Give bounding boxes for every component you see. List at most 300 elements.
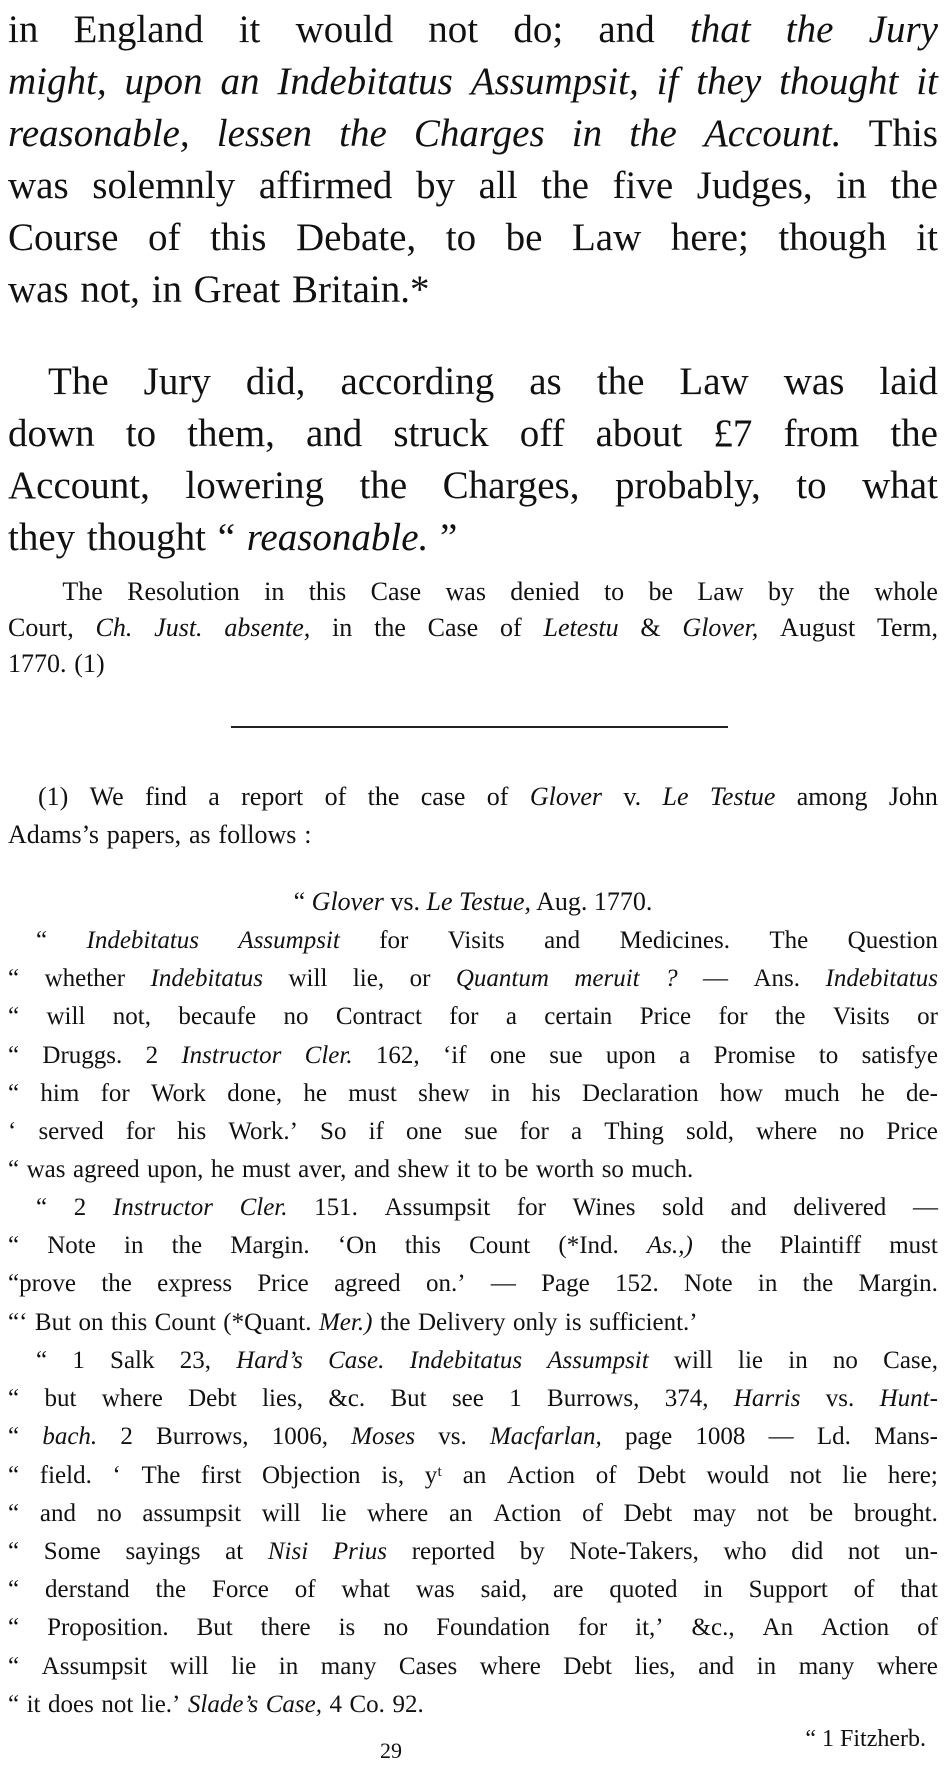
word: would — [706, 1461, 769, 1489]
word: the — [367, 782, 400, 811]
word: down — [8, 412, 95, 455]
word: five — [612, 164, 674, 207]
word: for — [449, 1003, 479, 1031]
word: Nisi — [267, 1537, 309, 1565]
word: or — [917, 1003, 938, 1031]
word: An — [762, 1614, 794, 1642]
word: in — [151, 268, 182, 311]
word: it — [26, 1690, 41, 1718]
word: The — [48, 360, 109, 403]
word: “ — [8, 1003, 20, 1031]
word: and — [598, 8, 655, 51]
word: no — [839, 1117, 865, 1145]
word: Plaintiff — [779, 1232, 862, 1260]
word: “ — [8, 1576, 20, 1604]
word: Instructor — [112, 1194, 213, 1221]
word: “prove — [8, 1270, 77, 1298]
word: in — [8, 8, 39, 51]
word: but — [44, 1385, 77, 1413]
word: quoted — [609, 1576, 678, 1604]
word: 1 — [509, 1385, 522, 1413]
word: “ — [8, 1156, 20, 1184]
word: if — [368, 1117, 384, 1145]
word: Indebitatus — [825, 965, 938, 993]
word: case — [420, 782, 466, 811]
text-line — [8, 610, 938, 646]
word: sold — [662, 1194, 704, 1221]
word: Case, — [265, 1690, 322, 1718]
word: “ — [8, 1461, 20, 1489]
word: Foundation — [436, 1614, 551, 1642]
word: “ — [8, 1499, 20, 1527]
catchword: “ 1 Fitzherb. — [805, 1726, 926, 1752]
text-line — [8, 816, 938, 854]
word: it — [456, 1156, 471, 1184]
word: Charges — [413, 112, 545, 155]
word: they — [8, 516, 76, 559]
word: Indebitatus — [409, 1347, 523, 1374]
quote-block-2 — [8, 1189, 938, 1342]
word: for — [100, 1079, 130, 1107]
word: in — [757, 1270, 778, 1298]
word: among — [796, 782, 868, 811]
word: derstand — [44, 1576, 130, 1604]
word: see — [451, 1385, 484, 1413]
word: denied — [510, 577, 580, 606]
word: Glover, — [682, 613, 759, 642]
word: to — [818, 1041, 839, 1069]
word: Law — [697, 577, 744, 606]
word: of — [486, 782, 509, 811]
word: agreed — [334, 1270, 401, 1298]
text-line — [8, 1304, 938, 1342]
word: Mer.) — [318, 1308, 373, 1336]
word: for — [519, 1117, 549, 1145]
word: “ — [8, 1232, 20, 1260]
word: Adams’s — [8, 820, 99, 849]
word: Course — [8, 216, 119, 259]
word: the — [379, 1308, 411, 1336]
word: “ — [8, 1079, 20, 1107]
word: Contract — [335, 1003, 422, 1031]
word: &c. — [328, 1385, 366, 1413]
word: a — [679, 1041, 691, 1069]
word: lie — [231, 1652, 257, 1680]
word: and — [698, 1652, 735, 1680]
word: of — [500, 613, 522, 642]
word: — — [703, 965, 729, 993]
word: the — [374, 613, 406, 642]
word: not — [789, 1461, 822, 1489]
word: served — [38, 1117, 104, 1145]
word: was — [415, 1576, 455, 1604]
word: must — [889, 1232, 938, 1260]
word: Question — [847, 927, 938, 954]
word: by — [416, 164, 456, 207]
word: would — [295, 8, 394, 51]
word: Slade’s — [187, 1690, 259, 1718]
word: Debt — [637, 1461, 686, 1489]
word: But — [390, 1385, 427, 1413]
word: it — [238, 8, 261, 51]
word: Just. — [154, 613, 203, 642]
word: to — [603, 577, 625, 606]
word: who — [723, 1537, 767, 1565]
word: will — [673, 1347, 713, 1374]
word: “ — [36, 1347, 48, 1374]
word: meruit — [574, 965, 640, 993]
word: Work — [151, 1079, 206, 1107]
word: of — [582, 1499, 603, 1527]
note-1-intro — [8, 778, 938, 854]
word: vs. — [390, 887, 420, 916]
word: (1) — [74, 649, 105, 678]
word: “‘ — [8, 1308, 28, 1336]
word: the — [774, 1003, 806, 1031]
word: solemnly — [92, 164, 236, 207]
word: said, — [480, 1576, 528, 1604]
word: Indebitatus — [277, 60, 453, 103]
word: 152. — [615, 1270, 659, 1298]
word: the — [171, 1232, 203, 1260]
word: Le — [662, 782, 689, 811]
word: done, — [227, 1079, 283, 1107]
text-line — [8, 1571, 938, 1609]
word: the — [596, 360, 645, 403]
word: Support — [748, 1576, 828, 1604]
word: vs. — [825, 1385, 855, 1413]
text-line — [8, 1342, 938, 1380]
word: Debt — [623, 1499, 673, 1527]
word: his — [177, 1117, 207, 1145]
word: Glover — [529, 782, 603, 811]
word: 1770. — [593, 887, 653, 916]
text-line — [8, 1075, 938, 1113]
word: and — [544, 927, 581, 954]
word: the — [155, 1576, 187, 1604]
word: Salk — [110, 1347, 155, 1374]
word: must — [241, 1156, 291, 1184]
word: Note — [684, 1270, 733, 1298]
word: v. — [623, 782, 642, 811]
word: many — [798, 1652, 855, 1680]
word: 2 — [73, 1194, 87, 1221]
word: a — [570, 1117, 583, 1145]
word: Moses — [351, 1423, 416, 1451]
word: did — [791, 1537, 824, 1565]
word: what — [862, 464, 938, 507]
word: on — [78, 1308, 104, 1336]
text-line — [8, 1686, 938, 1724]
word: by — [519, 1537, 545, 1565]
word: much — [784, 1079, 840, 1107]
word: Assumpsit — [547, 1347, 649, 1374]
word: Debate, — [296, 216, 417, 259]
text-line — [8, 4, 938, 56]
word: 151. — [314, 1194, 358, 1221]
word: follows — [218, 820, 297, 849]
word: according — [340, 360, 495, 403]
text-line — [8, 212, 938, 264]
word: Hunt- — [879, 1385, 938, 1413]
word: on.’ — [425, 1270, 466, 1298]
word: where — [479, 1652, 541, 1680]
word: many — [320, 1652, 377, 1680]
word: Testue — [709, 782, 776, 811]
word: “ — [8, 1385, 20, 1413]
word: this — [210, 216, 267, 259]
word: he — [303, 1079, 327, 1107]
word: Law — [571, 216, 642, 259]
quote-block-1 — [8, 922, 938, 1189]
word: ? — [665, 965, 678, 993]
text-line — [8, 460, 938, 512]
word: Cler. — [304, 1041, 353, 1069]
word: assumpsit — [142, 1499, 242, 1527]
word: shew — [397, 1156, 449, 1184]
word: Testue, — [459, 887, 531, 916]
word: As.,) — [646, 1232, 693, 1260]
case-heading — [8, 884, 938, 920]
word: his — [531, 1079, 561, 1107]
word: bach. — [42, 1423, 98, 1451]
word: whether — [44, 965, 126, 993]
word: the — [339, 112, 387, 155]
word: worth — [535, 1156, 595, 1184]
word: : — [304, 820, 312, 849]
text-line — [8, 1495, 938, 1533]
word: was — [8, 268, 69, 311]
word: he — [861, 1079, 885, 1107]
word: (*Quant. — [223, 1308, 312, 1336]
word: one — [405, 1117, 443, 1145]
word: did, — [245, 360, 306, 403]
word: by — [767, 577, 794, 606]
word: (1) — [38, 782, 69, 811]
word: lie — [842, 1461, 868, 1489]
word: this — [111, 1308, 148, 1336]
word: not — [428, 8, 479, 51]
word: “ — [293, 887, 306, 916]
word: it — [916, 60, 938, 103]
word: in — [124, 1232, 144, 1260]
word: Quantum — [455, 965, 549, 993]
word: Wines — [572, 1194, 636, 1221]
text-line — [8, 574, 938, 610]
word: this — [308, 577, 347, 606]
word: Assumpsit — [384, 1194, 491, 1221]
word: page — [625, 1423, 673, 1451]
word: Harris — [733, 1385, 801, 1413]
word: Jury — [868, 8, 938, 51]
word: upon — [124, 60, 203, 103]
word: Prius — [332, 1537, 388, 1565]
word: one — [489, 1041, 526, 1069]
section-divider — [231, 726, 728, 728]
word: Thing — [604, 1117, 664, 1145]
word: Margin. — [230, 1232, 310, 1260]
word: where — [101, 1385, 163, 1413]
word: sufficient.’ — [589, 1308, 698, 1336]
word: an — [448, 1499, 473, 1527]
word: Work.’ — [228, 1117, 298, 1145]
text-line — [8, 1648, 938, 1686]
word: Assumpsit — [41, 1652, 148, 1680]
word: much. — [631, 1156, 694, 1184]
text-line — [8, 108, 938, 160]
word: Indebitatus — [86, 927, 200, 954]
text-line — [8, 998, 938, 1036]
word: Some — [43, 1537, 101, 1565]
word: But — [196, 1614, 233, 1642]
word: no — [832, 1347, 858, 1374]
text-line — [8, 1457, 938, 1495]
word: in — [756, 1652, 777, 1680]
word: not — [847, 1537, 880, 1565]
word: he — [210, 1156, 235, 1184]
word: Judges, — [696, 164, 813, 207]
word: Case, — [883, 1347, 938, 1374]
word: to — [796, 464, 827, 507]
word: &c., — [691, 1614, 735, 1642]
word: — — [768, 1423, 794, 1451]
text-line — [8, 1609, 938, 1647]
word: in — [278, 1652, 299, 1680]
word: ‘ — [8, 1117, 17, 1145]
word: him — [40, 1079, 80, 1107]
word: here; — [670, 216, 749, 259]
text-line — [8, 264, 938, 316]
word: if — [656, 60, 679, 103]
word: of — [595, 1461, 617, 1489]
word: Action — [493, 1499, 562, 1527]
word: of — [853, 1576, 875, 1604]
word: be — [505, 216, 543, 259]
word: Macfarlan, — [489, 1423, 602, 1451]
word: Burrows, — [156, 1423, 249, 1451]
word: is — [564, 1308, 582, 1336]
word: was — [8, 164, 69, 207]
word: August — [780, 613, 856, 642]
word: field. — [39, 1461, 92, 1489]
word: and — [305, 412, 363, 455]
word: be — [809, 1499, 834, 1527]
word: off — [519, 412, 565, 455]
word: lessen — [216, 112, 313, 155]
text-line — [8, 1189, 938, 1227]
word: for — [578, 1614, 608, 1642]
word: 1008 — [695, 1423, 746, 1451]
word: of — [917, 1614, 938, 1642]
word: Page — [541, 1270, 590, 1298]
word: Count — [154, 1308, 216, 1336]
word: may — [693, 1499, 737, 1527]
word: The — [62, 577, 103, 606]
word: lie — [738, 1347, 764, 1374]
word: will — [169, 1652, 209, 1680]
word: first — [201, 1461, 242, 1489]
text-line — [8, 408, 938, 460]
word: Delivery — [417, 1308, 506, 1336]
word: Visits — [832, 1003, 890, 1031]
word: ‘On — [337, 1232, 377, 1260]
word: ‘if — [442, 1041, 467, 1069]
word: Action — [821, 1614, 890, 1642]
text-line — [8, 56, 938, 108]
word: at — [225, 1537, 244, 1565]
word: where — [367, 1499, 429, 1527]
word: no — [96, 1499, 122, 1527]
word: vs. — [438, 1423, 467, 1451]
word: in — [571, 112, 603, 155]
word: & — [640, 613, 661, 642]
word: was — [26, 1156, 66, 1184]
word: not, — [112, 1003, 151, 1031]
word: and — [730, 1194, 767, 1221]
word: “ — [8, 1537, 20, 1565]
word: Court, — [8, 613, 74, 642]
word: This — [868, 112, 938, 155]
word: So — [320, 1117, 347, 1145]
word: Price — [639, 1003, 692, 1031]
word: shew — [418, 1079, 470, 1107]
word: 2 — [120, 1423, 133, 1451]
word: ‘ — [112, 1461, 121, 1489]
word: in — [264, 577, 285, 606]
word: the — [785, 8, 834, 51]
word: delivered — [793, 1194, 887, 1221]
word: Visits — [447, 927, 505, 954]
word: affirmed — [258, 164, 393, 207]
word: be — [648, 577, 674, 606]
paragraph-2 — [8, 356, 938, 564]
word: it — [916, 216, 938, 259]
word: will — [46, 1003, 86, 1031]
word: the — [720, 1232, 752, 1260]
word: 1006, — [271, 1423, 328, 1451]
word: be — [504, 1156, 529, 1184]
word: un- — [904, 1537, 938, 1565]
word: 92. — [392, 1690, 424, 1718]
word: Britain.* — [291, 268, 430, 311]
text-line — [8, 922, 938, 960]
word: “ — [36, 927, 48, 954]
word: to — [477, 1156, 498, 1184]
text-line — [8, 1418, 938, 1456]
word: Charges, — [442, 464, 580, 507]
word: Medicines. — [619, 927, 730, 954]
word: — — [490, 1270, 516, 1298]
word: lies, — [262, 1385, 304, 1413]
word: sayings — [125, 1537, 201, 1565]
word: satisfye — [861, 1041, 938, 1069]
word: Promise — [713, 1041, 796, 1069]
word: Resolution — [127, 577, 240, 606]
word: probably, — [614, 464, 761, 507]
word: 1770. — [8, 649, 67, 678]
word: Law — [679, 360, 749, 403]
word: only — [512, 1308, 558, 1336]
word: Assumpsit — [238, 927, 340, 954]
word: no — [283, 1003, 309, 1031]
word: England — [73, 8, 204, 51]
text-line — [8, 1037, 938, 1075]
quote-block-3 — [8, 1342, 938, 1724]
word: not, — [80, 268, 140, 311]
word: not — [756, 1499, 789, 1527]
word: whole — [874, 577, 938, 606]
word: to — [445, 216, 477, 259]
